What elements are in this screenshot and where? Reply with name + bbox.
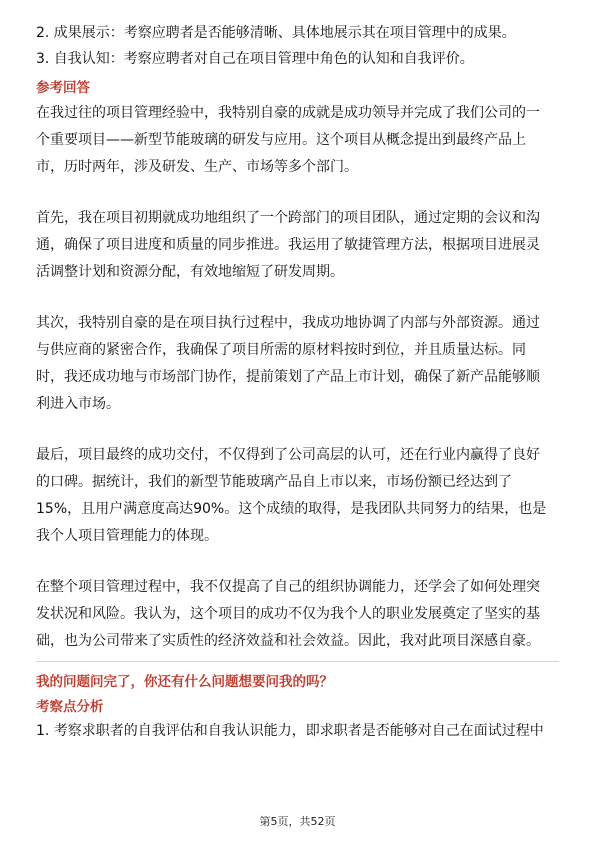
answer-paragraph <box>36 310 559 418</box>
paragraph-line: 利进入市场。 <box>36 396 120 412</box>
paragraph-line: 在整个项目管理过程中，我不仅提高了自己的组织协调能力，还学会了如何处理突 <box>36 579 540 595</box>
paragraph-line: 市，历时两年，涉及研发、生产、市场等多个部门。 <box>36 159 358 175</box>
answer-heading: 参考回答 <box>36 80 90 96</box>
list-item: 1. 考察求职者的自我评估和自我认识能力，即求职者是否能够对自己在面试过程中 <box>36 723 544 739</box>
paragraph-line: 首先，我在项目初期就成功地组织了一个跨部门的项目团队，通过定期的会议和沟 <box>36 210 540 226</box>
list-item: 2. 成果展示：考察应聘者是否能够清晰、具体地展示其在项目管理中的成果。 <box>36 25 516 41</box>
paragraph-line: 发状况和风险。我认为，这个项目的成功不仅为我个人的职业发展奠定了坚实的基 <box>36 606 540 622</box>
analysis-heading: 考察点分析 <box>36 699 104 715</box>
answer-paragraph <box>36 574 559 655</box>
paragraph-line: 通，确保了项目进度和质量的同步推进。我运用了敏捷管理方法，根据项目进展灵 <box>36 237 540 253</box>
paragraph-line: 础，也为公司带来了实质性的经济效益和社会效益。因此，我对此项目深感自豪。 <box>36 633 540 649</box>
paragraph-line: 活调整计划和资源分配，有效地缩短了研发周期。 <box>36 264 344 280</box>
paragraph-line: 我个人项目管理能力的体现。 <box>36 528 218 544</box>
paragraph-line: 最后，项目最终的成功交付，不仅得到了公司高层的认可，还在行业内赢得了良好 <box>36 447 540 463</box>
answer-paragraph <box>36 442 559 550</box>
paragraph-line: 15%，且用户满意度高达90%。这个成绩的取得，是我团队共同努力的结果，也是 <box>36 501 547 517</box>
list-item: 3. 自我认知：考察应聘者对自己在项目管理中角色的认知和自我评价。 <box>36 51 474 67</box>
paragraph-line: 在我过往的项目管理经验中，我特别自豪的成就是成功领导并完成了我们公司的一 <box>36 105 540 121</box>
paragraph-line: 其次，我特别自豪的是在项目执行过程中，我成功地协调了内部与外部资源。通过 <box>36 315 540 331</box>
paragraph-line: 个重要项目——新型节能玻璃的研发与应用。这个项目从概念提出到最终产品上 <box>36 132 526 148</box>
page-number: 第5页，共52页 <box>259 815 336 828</box>
answer-paragraph <box>36 100 559 181</box>
answer-paragraph <box>36 205 559 286</box>
page-content <box>36 22 559 742</box>
question-heading: 我的问题问完了，你还有什么问题想要问我的吗？ <box>36 674 333 690</box>
section-divider <box>36 661 559 662</box>
paragraph-line: 时，我还成功地与市场部门协作，提前策划了产品上市计划，确保了新产品能够顺 <box>36 369 540 385</box>
paragraph-line: 与供应商的紧密合作，我确保了项目所需的原材料按时到位，并且质量达标。同 <box>36 342 526 358</box>
paragraph-line: 的口碑。据统计，我们的新型节能玻璃产品自上市以来，市场份额已经达到了 <box>36 474 512 490</box>
